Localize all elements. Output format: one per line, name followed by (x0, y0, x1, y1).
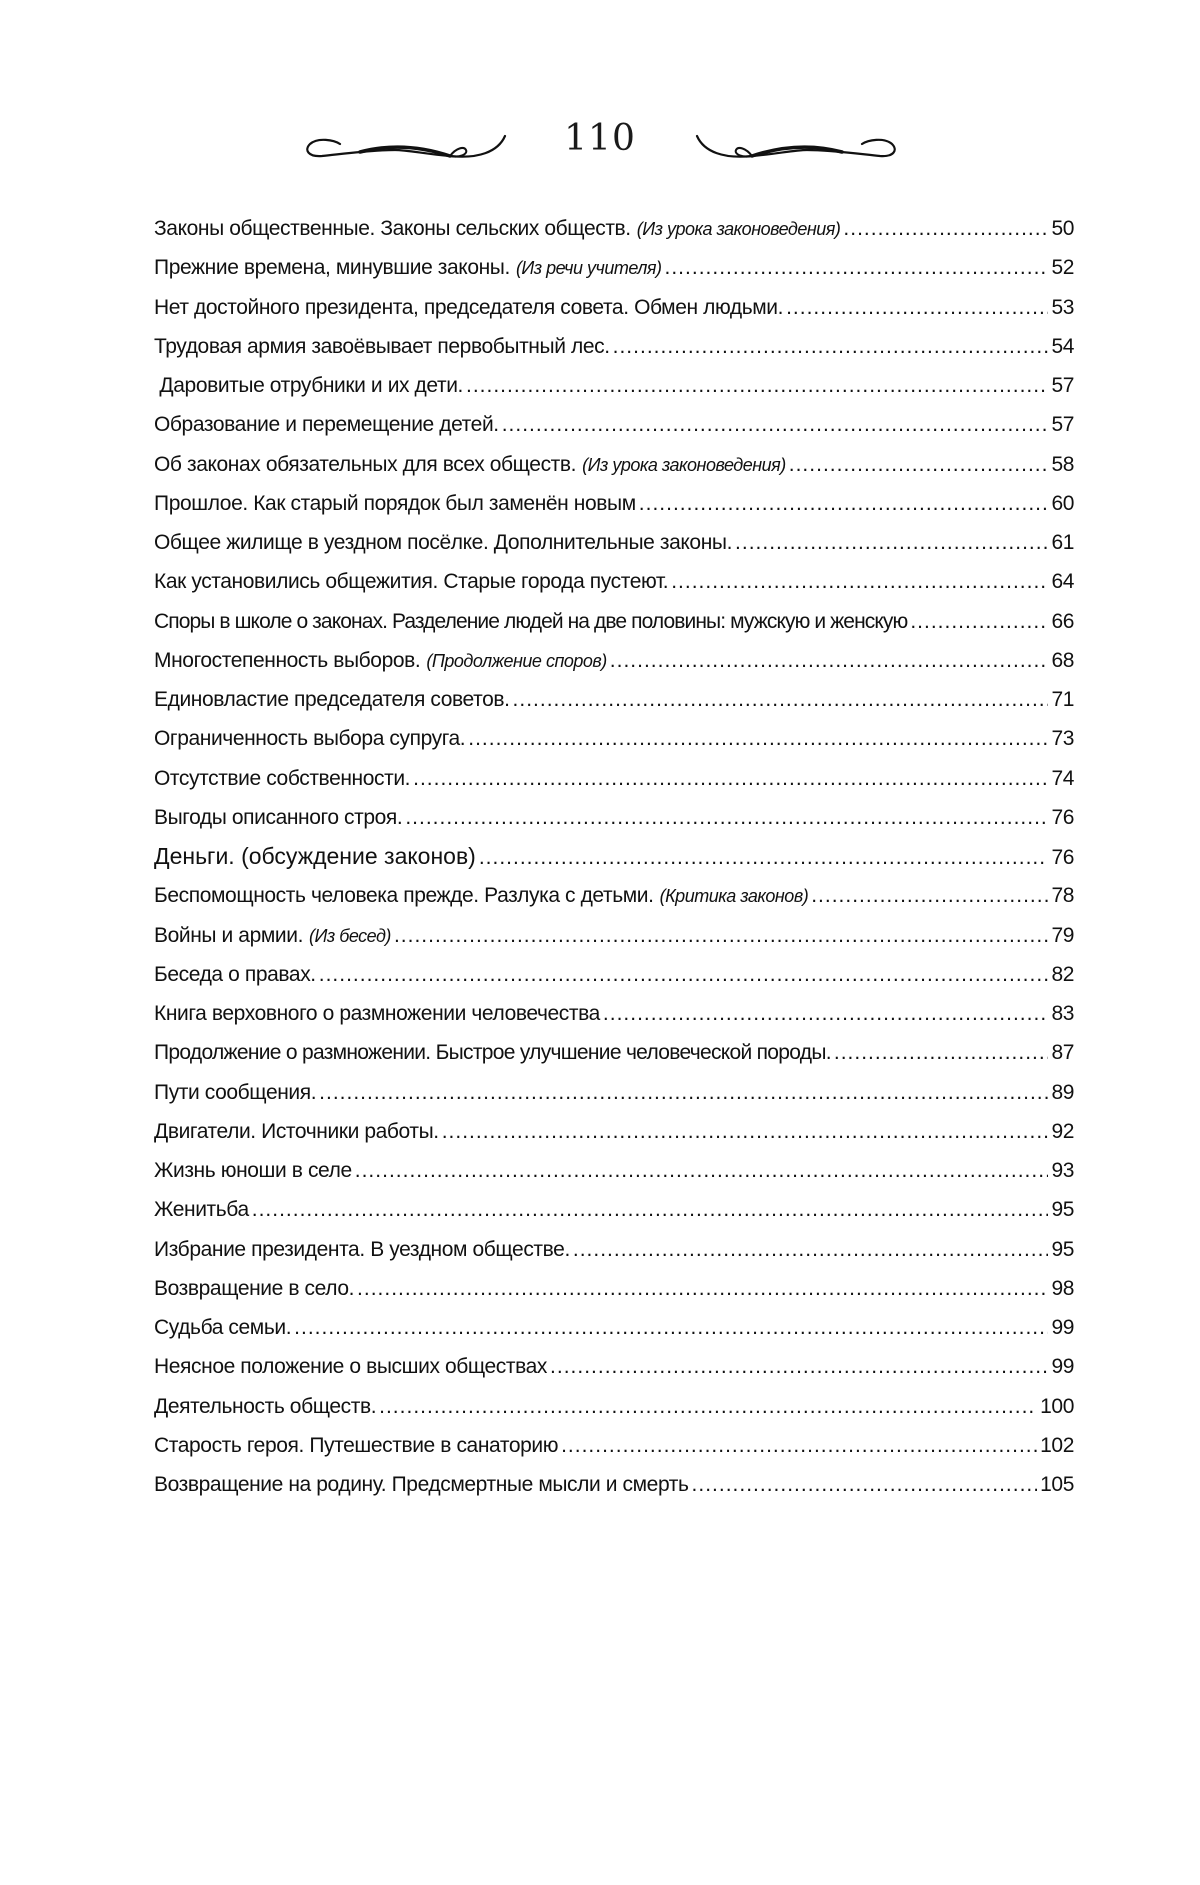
toc-entry-title: Двигатели. Источники работы. (154, 1119, 439, 1143)
toc-entry (154, 248, 1074, 287)
dot-leader (789, 445, 1049, 484)
toc-entry-page: 74 (1051, 766, 1074, 790)
toc-entry-title: Общее жилище в уездном посёлке. Дополнительные законы. (154, 531, 733, 554)
dot-leader (413, 759, 1048, 798)
dot-leader (355, 1151, 1049, 1190)
dot-leader (394, 916, 1049, 955)
toc-entry-title: Споры в школе о законах. Разделение людей на две половины: мужскую и женскую (154, 609, 908, 633)
dot-leader (735, 523, 1048, 562)
dot-leader (561, 1426, 1037, 1465)
toc-entry-page: 61 (1051, 531, 1074, 554)
toc-entry-page: 100 (1040, 1394, 1074, 1418)
dot-leader (294, 1308, 1048, 1347)
toc-entry-title: Образование и перемещение детей. (154, 413, 499, 437)
dot-leader (468, 719, 1048, 758)
dot-leader (319, 955, 1049, 994)
toc-entry (154, 1465, 1074, 1504)
toc-entry-page: 71 (1051, 688, 1074, 711)
toc-entry (154, 288, 1074, 327)
toc-entry (154, 837, 1074, 876)
toc-entry-title: Судьба семьи. (154, 1316, 292, 1339)
toc-entry-note: (Из урока законоведения) (636, 219, 841, 239)
toc-entry-title: Прошлое. Как старый порядок был заменён новым (154, 491, 636, 515)
toc-entry (154, 523, 1074, 562)
toc-entry (154, 641, 1074, 680)
toc-entry-page: 64 (1051, 570, 1074, 594)
toc-entry (154, 1033, 1074, 1072)
dot-leader (610, 641, 1049, 680)
toc-entry-page: 54 (1051, 334, 1074, 358)
toc-entry-title: Нет достойного президента, председателя совета. Обмен людьми. (154, 295, 784, 319)
dot-leader (466, 366, 1048, 405)
toc-entry-page: 93 (1051, 1159, 1074, 1182)
toc-entry-page: 58 (1051, 452, 1074, 476)
toc-entry (154, 445, 1074, 484)
dot-leader (405, 798, 1048, 837)
toc-entry-title: Продолжение о размножении. Быстрое улучшение человеческой породы. (154, 1041, 831, 1065)
toc-entry-title: Ограниченность выбора супруга. (154, 727, 466, 751)
toc-entry-title: Законы общественные. Законы сельских обществ. (154, 217, 631, 240)
toc-entry-title: Возвращение в село. (154, 1276, 355, 1300)
toc-entry (154, 366, 1074, 405)
toc-entry-page: 57 (1051, 374, 1074, 397)
toc-entry-page: 79 (1051, 923, 1074, 947)
toc-entry-title: Войны и армии. (154, 923, 303, 947)
toc-entry-page: 73 (1051, 727, 1074, 751)
toc-entry-title: Женитьба (154, 1198, 249, 1222)
dot-leader (834, 1033, 1049, 1072)
dot-leader (379, 1387, 1037, 1426)
toc-entry (154, 1151, 1074, 1190)
dot-leader (613, 327, 1049, 366)
toc-entry-note: (Из речи учителя) (515, 258, 662, 279)
toc-entry (154, 955, 1074, 994)
toc-entry (154, 209, 1074, 248)
toc-entry-page: 95 (1051, 1237, 1074, 1261)
table-of-contents (154, 209, 1074, 1504)
toc-entry-page: 68 (1051, 648, 1074, 672)
dot-leader (319, 1073, 1048, 1112)
toc-entry-title: Выгоды описанного строя. (154, 805, 403, 829)
dot-leader (692, 1465, 1038, 1504)
toc-entry-page: 99 (1051, 1316, 1074, 1339)
toc-entry-page: 83 (1051, 1002, 1074, 1025)
toc-entry (154, 680, 1074, 719)
toc-entry-page: 89 (1051, 1080, 1074, 1104)
dot-leader (502, 405, 1049, 444)
toc-entry-title: Даровитые отрубники и их дети. (154, 374, 463, 397)
toc-entry-title: Возвращение на родину. Предсмертные мысли и смерть (154, 1473, 689, 1496)
right-flourish-ornament (692, 126, 902, 170)
page-number: 110 (564, 118, 636, 159)
toc-entry (154, 1387, 1074, 1426)
toc-entry-title: Многостепенность выборов. (154, 648, 421, 672)
toc-entry (154, 719, 1074, 758)
toc-entry-title: Единовластие председателя советов. (154, 688, 510, 711)
toc-entry (154, 1269, 1074, 1308)
toc-entry-page: 92 (1051, 1119, 1074, 1143)
toc-entry-note: (Критика законов) (659, 886, 809, 907)
dot-leader (252, 1190, 1049, 1229)
toc-entry-title: Избрание президента. В уездном обществе. (154, 1237, 570, 1261)
toc-entry (154, 562, 1074, 601)
toc-entry (154, 327, 1074, 366)
toc-entry (154, 798, 1074, 837)
toc-entry-page: 50 (1051, 217, 1074, 240)
toc-entry-page: 82 (1051, 962, 1074, 986)
toc-entry-title: Книга верховного о размножении человечества (154, 1002, 600, 1025)
toc-entry-page: 102 (1040, 1433, 1074, 1457)
toc-entry-page: 78 (1051, 884, 1074, 908)
toc-entry-title: Как установились общежития. Старые города пустеют. (154, 570, 669, 594)
dot-leader (639, 484, 1049, 523)
toc-entry (154, 1308, 1074, 1347)
toc-entry-title: Беседа о правах. (154, 962, 316, 986)
dot-leader (442, 1112, 1049, 1151)
toc-entry-title: Об законах обязательных для всех обществ. (154, 452, 577, 476)
toc-entry (154, 759, 1074, 798)
toc-entry (154, 994, 1074, 1033)
toc-entry-page: 76 (1051, 846, 1074, 869)
dot-leader (479, 838, 1049, 877)
dot-leader (671, 562, 1048, 601)
dot-leader (550, 1347, 1048, 1386)
toc-entry (154, 1112, 1074, 1151)
dot-leader (573, 1230, 1049, 1269)
toc-entry-page: 66 (1051, 609, 1074, 633)
toc-entry (154, 1230, 1074, 1269)
toc-entry-title: Жизнь юноши в селе (154, 1159, 352, 1182)
toc-entry-page: 76 (1051, 805, 1074, 829)
page-header (0, 118, 1200, 178)
toc-entry-note: (Продолжение споров) (426, 650, 607, 671)
toc-entry-title: Пути сообщения. (154, 1080, 317, 1104)
toc-entry-page: 105 (1040, 1473, 1074, 1496)
toc-entry (154, 405, 1074, 444)
toc-entry-page: 57 (1051, 413, 1074, 437)
toc-entry-page: 87 (1051, 1041, 1074, 1065)
toc-entry-title: Отсутствие собственности. (154, 766, 411, 790)
toc-entry (154, 1190, 1074, 1229)
toc-entry-title: Беспомощность человека прежде. Разлука с детьми. (154, 884, 654, 908)
toc-entry (154, 876, 1074, 915)
dot-leader (513, 680, 1049, 719)
toc-entry (154, 1073, 1074, 1112)
dot-leader (910, 602, 1048, 641)
toc-entry-page: 52 (1051, 256, 1074, 280)
toc-entry (154, 484, 1074, 523)
dot-leader (811, 876, 1048, 915)
toc-entry-title: Неясное положение о высших обществах (154, 1355, 548, 1379)
toc-entry (154, 1347, 1074, 1386)
toc-entry-title: Старость героя. Путешествие в санаторию (154, 1433, 559, 1457)
toc-entry-page: 53 (1051, 295, 1074, 319)
toc-entry-page: 98 (1051, 1276, 1074, 1300)
dot-leader (786, 288, 1048, 327)
toc-entry (154, 602, 1074, 641)
toc-entry (154, 1426, 1074, 1465)
dot-leader (603, 994, 1049, 1033)
dot-leader (357, 1269, 1048, 1308)
toc-entry-note: (Из урока законоведения) (582, 454, 786, 475)
toc-entry-title: Трудовая армия завоёвывает первобытный лес. (154, 334, 610, 358)
toc-entry-title: Деятельность обществ. (154, 1394, 377, 1418)
dot-leader (843, 209, 1048, 248)
dot-leader (665, 248, 1049, 287)
toc-entry (154, 916, 1074, 955)
toc-entry-page: 99 (1051, 1355, 1074, 1379)
toc-entry-page: 60 (1051, 491, 1074, 515)
toc-entry-page: 95 (1051, 1198, 1074, 1222)
toc-entry-title: Прежние времена, минувшие законы. (154, 256, 510, 280)
toc-entry-title: Деньги. (обсуждение законов) (154, 843, 476, 869)
toc-entry-note: (Из бесед) (309, 925, 391, 946)
